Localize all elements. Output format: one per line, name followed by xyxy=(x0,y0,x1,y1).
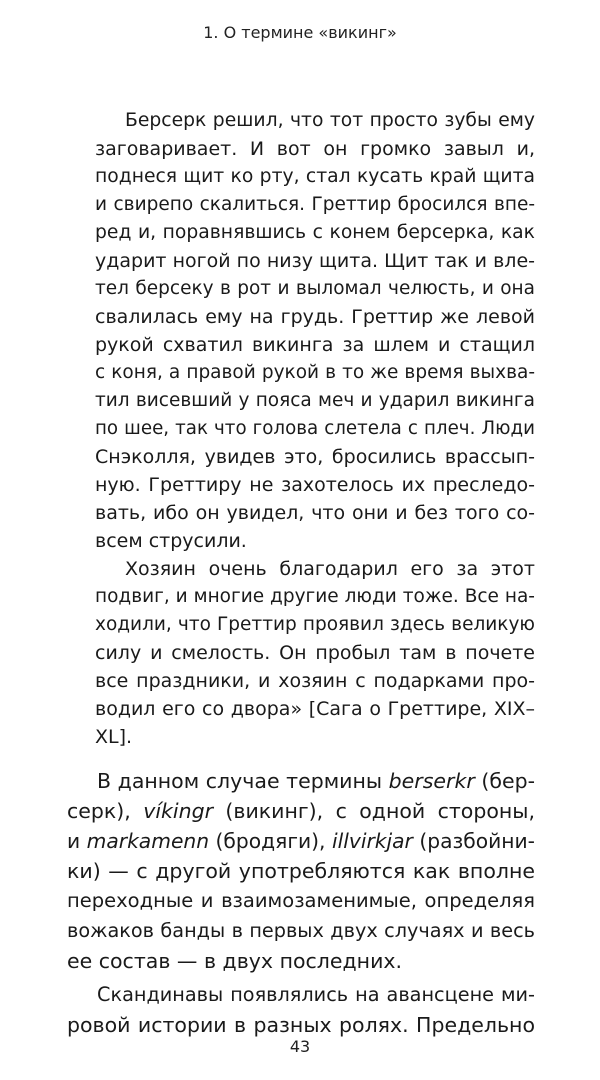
body-line: В данном случае термины berserkr (бер- xyxy=(97,769,535,793)
quote-line: Снэколля, увидев это, бросились врассып- xyxy=(95,446,535,468)
running-header: 1. О термине «викинг» xyxy=(203,23,397,42)
body-line: Скандинавы появлялись на авансцене ми- xyxy=(97,983,535,1006)
body-line: серк), víkingr (викинг), с одной стороны, xyxy=(67,799,536,823)
quote-line: поднеся щит ко рту, стал кусать край щита xyxy=(95,166,535,187)
quote-line: тил висевший у пояса меч и ударил викинга xyxy=(95,390,535,411)
quote-line: Хозяин очень благодарил его за этот xyxy=(125,558,535,580)
quote-line: по шее, так что голова слетела с плеч. Люди xyxy=(95,418,535,439)
quote-line: всем струсили. xyxy=(95,530,247,552)
quote-line: ударит ногой по низу щита. Щит так и вле- xyxy=(95,250,535,272)
quote-line: вать, ибо он увидел, что они и без того со- xyxy=(95,502,535,524)
quote-line: подвиг, и многие другие люди тоже. Все на- xyxy=(95,586,535,607)
term-markamenn: markamenn xyxy=(86,829,210,853)
term-illvirkjar: illvirkjar xyxy=(331,829,413,853)
body-line: ки) — с другой употребляются как вполне xyxy=(67,859,535,883)
quote-line: тел берсеку в рот и выломал челюсть, и она xyxy=(95,278,535,299)
quote-line: рукой схватил викинга за шлем и стащил xyxy=(95,334,535,356)
body-line: вожаков банды в первых двух случаях и весь xyxy=(67,919,535,942)
term-vikingr: víkingr xyxy=(143,799,214,823)
quote-line: силу и смелость. Он пробыл там в почете xyxy=(95,642,535,664)
quote-line: Берсерк решил, что тот просто зубы ему xyxy=(125,110,535,131)
quote-line: ред и, поравнявшись с конем берсерка, как xyxy=(95,222,535,243)
quote-line: с коня, а правой рукой в то же время выхва- xyxy=(95,362,535,383)
body-line: переходные и взаимозаменимые, определяя xyxy=(67,889,535,912)
quote-line: свалилась ему на грудь. Греттир же левой xyxy=(95,306,535,328)
body-line: ровой истории в разных ролях. Предельно xyxy=(67,1013,535,1037)
quote-line: ную. Греттиру не захотелось их преследо- xyxy=(95,474,535,496)
body-line: и markamenn (бродяги), illvirkjar (разбойни- xyxy=(67,829,535,853)
body-line: ее состав — в двух последних. xyxy=(67,949,403,973)
quote-line: и свирепо скалиться. Греттир бросился впе- xyxy=(95,194,535,215)
quote-line: XL]. xyxy=(95,726,133,748)
quote-line: ходили, что Греттир проявил здесь великую xyxy=(95,614,535,635)
quote-line: все праздники, и хозяин с подарками про- xyxy=(95,670,535,692)
page-number: 43 xyxy=(289,1037,311,1056)
quote-line: водил его со двора» [Сага о Греттире, XIX– xyxy=(95,698,535,720)
quote-line: заговаривает. И вот он громко завыл и, xyxy=(95,138,535,160)
term-berserkr: berserkr xyxy=(388,769,475,793)
